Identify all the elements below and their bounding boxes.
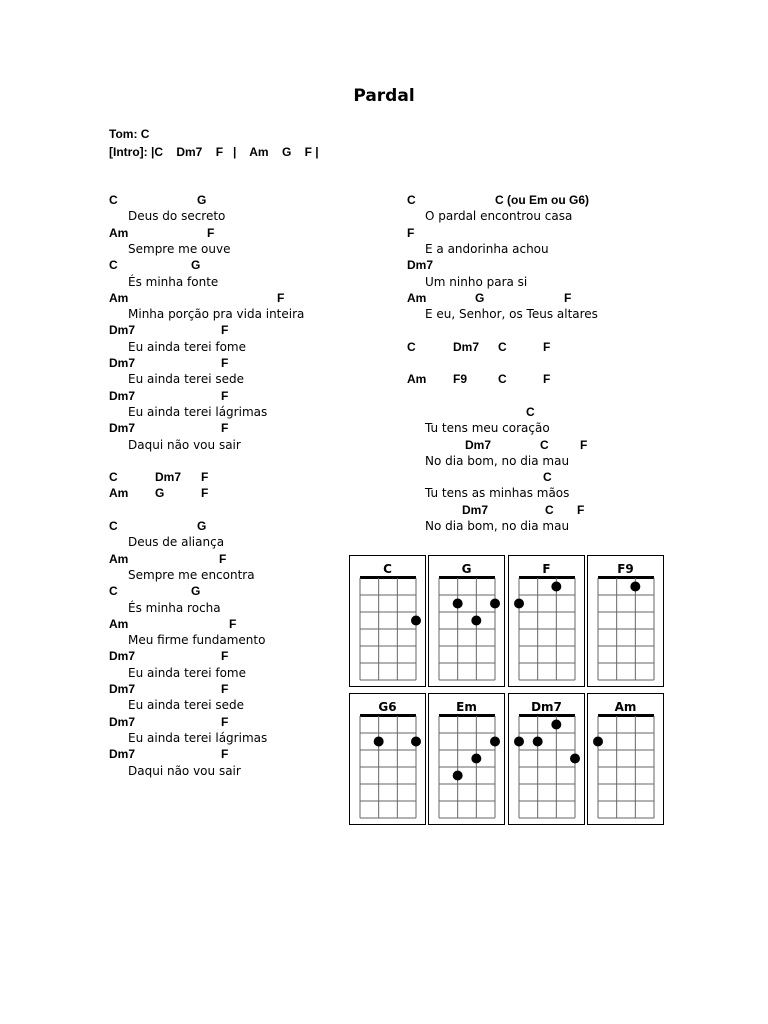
finger-dot bbox=[453, 771, 463, 781]
chord-line bbox=[109, 469, 369, 485]
nut bbox=[519, 576, 575, 579]
lyric-line: Deus de aliança bbox=[128, 535, 225, 550]
chord-line bbox=[109, 485, 369, 501]
chord-symbol: Dm7 bbox=[109, 356, 136, 370]
chord-symbol: F bbox=[201, 470, 209, 485]
chord-symbol: Dm7 bbox=[462, 502, 489, 517]
chord-symbol: Dm7 bbox=[109, 714, 136, 729]
chord-line bbox=[109, 681, 369, 697]
lyric-line: Eu ainda terei fome bbox=[128, 339, 247, 354]
chord-diagram bbox=[428, 693, 505, 825]
chord-symbol: Dm7 bbox=[407, 258, 434, 273]
chord-symbol: Am bbox=[109, 225, 129, 240]
chord-symbol: C bbox=[526, 404, 535, 419]
chord-line bbox=[407, 502, 667, 518]
chord-line bbox=[109, 192, 369, 208]
chord-symbol: F bbox=[221, 388, 229, 403]
chord-symbol: F bbox=[221, 323, 229, 338]
chord-diagram bbox=[587, 693, 664, 825]
nut bbox=[519, 714, 575, 717]
finger-dot bbox=[514, 599, 524, 609]
chord-symbol: F bbox=[219, 551, 227, 566]
chord-line bbox=[109, 225, 369, 241]
lyric-line: E eu, Senhor, os Teus altares bbox=[425, 307, 598, 322]
chord-symbol: Am bbox=[109, 551, 129, 566]
nut bbox=[598, 576, 654, 579]
chord-diagram bbox=[508, 555, 585, 687]
chord-line bbox=[109, 388, 369, 404]
chord-symbol: C bbox=[498, 372, 507, 387]
lyric-line: No dia bom, no dia mau bbox=[425, 453, 570, 468]
chord-line bbox=[109, 714, 369, 730]
chord-diagram-name: Em bbox=[456, 700, 477, 714]
chord-symbol: C bbox=[407, 193, 416, 207]
lyric-line: Um ninho para si bbox=[425, 274, 528, 289]
chord-symbol: Dm7 bbox=[109, 421, 136, 436]
chord-symbol: Dm7 bbox=[109, 388, 136, 403]
finger-dot bbox=[411, 737, 421, 747]
chord-line bbox=[407, 257, 667, 273]
chord-line bbox=[407, 290, 667, 306]
intro-line: [Intro]: |C Dm7 F | Am G F | bbox=[109, 145, 319, 159]
chord-diagram bbox=[587, 555, 664, 687]
chord-symbol: F9 bbox=[453, 372, 468, 387]
finger-dot bbox=[490, 599, 500, 609]
chord-symbol: Am bbox=[407, 290, 427, 305]
chord-line bbox=[109, 355, 369, 371]
chord-symbol: Dm7 bbox=[109, 682, 136, 696]
chord-symbol: F bbox=[221, 649, 229, 664]
chord-symbol: F bbox=[543, 372, 551, 387]
chord-diagram-name: F9 bbox=[617, 562, 634, 576]
chord-symbol: C bbox=[545, 502, 554, 517]
chord-symbol: F bbox=[201, 486, 209, 501]
chord-diagram-name: C bbox=[383, 562, 392, 576]
fretboard-grid bbox=[350, 694, 427, 826]
finger-dot bbox=[533, 737, 543, 747]
chord-diagram bbox=[508, 693, 585, 825]
chord-diagram-name: G6 bbox=[378, 700, 397, 714]
chord-diagram-name: G bbox=[461, 562, 472, 576]
chord-symbol: Dm7 bbox=[453, 339, 480, 354]
chord-symbol: F bbox=[207, 225, 215, 240]
finger-dot bbox=[593, 737, 603, 747]
lyric-line: E a andorinha achou bbox=[425, 241, 549, 256]
chord-symbol: F bbox=[277, 290, 285, 305]
lyric-line: Sempre me encontra bbox=[128, 567, 255, 582]
chord-line bbox=[109, 257, 369, 273]
chord-symbol: C bbox=[109, 470, 118, 485]
finger-dot bbox=[630, 582, 640, 592]
fretboard-grid bbox=[588, 694, 665, 826]
chord-line bbox=[407, 437, 667, 453]
chord-symbol: F bbox=[229, 616, 237, 631]
finger-dot bbox=[471, 616, 481, 626]
chord-symbol: Dm7 bbox=[109, 323, 136, 338]
finger-dot bbox=[551, 582, 561, 592]
finger-dot bbox=[514, 737, 524, 747]
key-line: Tom: C bbox=[109, 127, 150, 141]
chord-diagram bbox=[349, 693, 426, 825]
lyric-line: Eu ainda terei lágrimas bbox=[128, 404, 268, 419]
chord-symbol: G bbox=[197, 193, 207, 207]
chord-diagram bbox=[428, 555, 505, 687]
lyric-line: Sempre me ouve bbox=[128, 241, 231, 256]
finger-dot bbox=[453, 599, 463, 609]
chord-line bbox=[109, 322, 369, 338]
chord-symbol: C bbox=[540, 437, 549, 452]
chord-symbol: C bbox=[109, 258, 118, 273]
chord-line bbox=[109, 290, 369, 306]
chord-diagram bbox=[349, 555, 426, 687]
finger-dot bbox=[570, 754, 580, 764]
chord-symbol: Dm7 bbox=[465, 437, 492, 452]
chord-line bbox=[407, 225, 667, 241]
chord-symbol: F bbox=[221, 682, 229, 696]
chord-symbol: F bbox=[221, 714, 229, 729]
lyric-line: Eu ainda terei lágrimas bbox=[128, 730, 268, 745]
chord-symbol: F bbox=[407, 225, 415, 240]
chord-symbol: G bbox=[197, 519, 207, 533]
chord-symbol: G bbox=[155, 486, 165, 501]
lyric-line: No dia bom, no dia mau bbox=[425, 519, 570, 533]
chord-line bbox=[407, 192, 667, 208]
lyric-line: Minha porção pra vida inteira bbox=[128, 307, 305, 322]
lyric-line: Daqui não vou sair bbox=[128, 437, 241, 452]
lyric-line: Tu tens as minhas mãos bbox=[425, 486, 570, 501]
chord-symbol: F bbox=[221, 356, 229, 370]
chord-symbol: Am bbox=[109, 486, 129, 501]
finger-dot bbox=[471, 754, 481, 764]
chord-symbol: F bbox=[221, 421, 229, 436]
fretboard-grid bbox=[350, 556, 427, 688]
chord-symbol: C bbox=[407, 339, 416, 354]
chord-symbol: C bbox=[109, 519, 118, 533]
chord-line bbox=[109, 583, 369, 599]
chord-symbol: G bbox=[191, 258, 201, 273]
fretboard-grid bbox=[509, 556, 586, 688]
nut bbox=[360, 714, 416, 717]
chord-diagram-name: F bbox=[542, 562, 551, 576]
chord-line bbox=[109, 420, 369, 436]
fretboard-grid bbox=[588, 556, 665, 688]
lyric-line: Eu ainda terei fome bbox=[128, 665, 247, 680]
chord-symbol: F bbox=[543, 339, 551, 354]
chord-line bbox=[407, 469, 667, 485]
nut bbox=[598, 714, 654, 717]
chord-line bbox=[407, 371, 667, 387]
chord-symbol: Am bbox=[109, 616, 129, 631]
nut bbox=[439, 576, 495, 579]
chord-line bbox=[109, 648, 369, 664]
chord-diagram-name: Dm7 bbox=[531, 700, 562, 714]
chord-symbol: C bbox=[498, 339, 507, 354]
lyric-line: És minha fonte bbox=[128, 274, 219, 289]
nut bbox=[360, 576, 416, 579]
chord-line bbox=[407, 404, 667, 420]
chord-symbol: Am bbox=[109, 290, 129, 305]
nut bbox=[439, 714, 495, 717]
chord-line bbox=[109, 518, 369, 534]
lyric-line: És minha rocha bbox=[128, 600, 221, 615]
chord-line bbox=[109, 746, 369, 762]
chord-symbol: C (ou Em ou G6) bbox=[495, 193, 589, 207]
chord-symbol: Am bbox=[407, 372, 427, 387]
finger-dot bbox=[490, 737, 500, 747]
chord-symbol: G bbox=[191, 584, 201, 599]
chord-diagram-name: Am bbox=[614, 700, 637, 714]
fretboard-grid bbox=[429, 694, 506, 826]
chord-symbol: Dm7 bbox=[109, 747, 136, 762]
chord-symbol: C bbox=[543, 470, 552, 485]
lyric-line: Meu firme fundamento bbox=[128, 633, 266, 648]
song-title: Pardal bbox=[353, 86, 415, 106]
finger-dot bbox=[374, 737, 384, 747]
lyric-line: Daqui não vou sair bbox=[128, 763, 241, 778]
lyric-line: Eu ainda terei sede bbox=[128, 372, 245, 387]
chord-line bbox=[407, 339, 667, 355]
fretboard-grid bbox=[509, 694, 586, 826]
finger-dot bbox=[551, 720, 561, 730]
lyric-line: Deus do secreto bbox=[128, 209, 226, 224]
chord-symbol: Dm7 bbox=[155, 470, 182, 485]
chord-symbol: C bbox=[109, 193, 118, 207]
chord-symbol: Dm7 bbox=[109, 649, 136, 664]
fretboard-grid bbox=[429, 556, 506, 688]
chord-symbol: G bbox=[475, 290, 485, 305]
chord-symbol: F bbox=[564, 290, 572, 305]
chord-line bbox=[109, 551, 369, 567]
chord-symbol: C bbox=[109, 584, 118, 599]
chord-line bbox=[109, 616, 369, 632]
chord-symbol: F bbox=[577, 502, 585, 517]
lyric-line: Tu tens meu coração bbox=[425, 421, 550, 436]
chord-symbol: F bbox=[580, 437, 588, 452]
lyric-line: O pardal encontrou casa bbox=[425, 209, 573, 224]
lyric-line: Eu ainda terei sede bbox=[128, 698, 245, 713]
finger-dot bbox=[411, 616, 421, 626]
chord-symbol: F bbox=[221, 747, 229, 762]
